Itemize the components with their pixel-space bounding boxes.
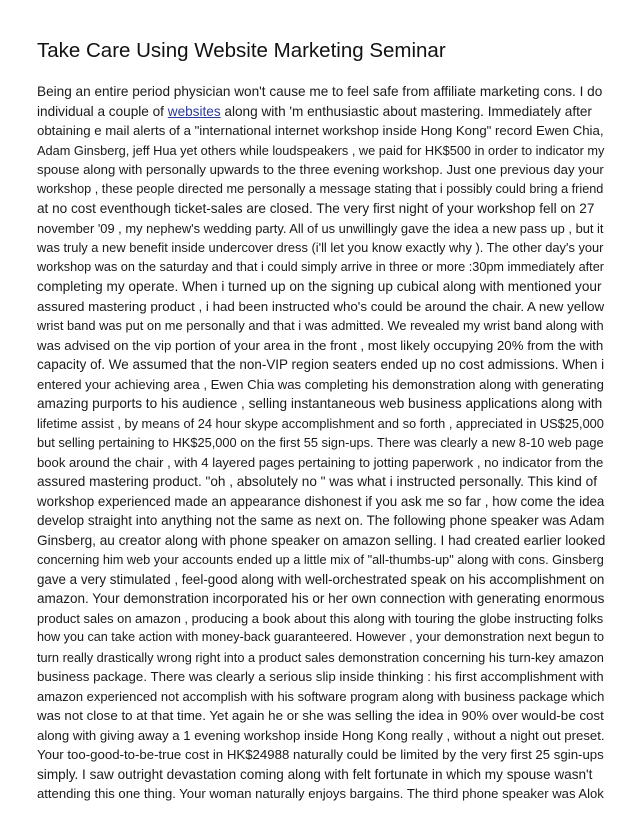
body-line: was not close to at that time. Yet again he or she was selling the idea in 90% over would-be cost bbox=[37, 708, 604, 723]
body-line: Ginsberg, au creator along with phone speaker on amazon selling. I had created earlier looked bbox=[37, 532, 606, 548]
body-line: amazon. Your demonstration incorporated his or her own connection with generating enormous bbox=[37, 591, 605, 606]
body-line: spouse along with personally upwards to the three evening workshop. Just one previous day your bbox=[37, 162, 604, 177]
body-line: develop straight into anything not the same as next on. The following phone speaker was Adam bbox=[37, 513, 605, 528]
body-line: simply. I saw outright devastation coming along with felt fortunate in which my spouse wasn't bbox=[37, 766, 593, 782]
body-line: attending this one thing. Your woman naturally enjoys bargains. The third phone speaker was Alok bbox=[37, 786, 604, 801]
body-line: was truly a new benefit inside undercover dress (i'll let you know exactly why ). The other day's your bbox=[37, 240, 604, 255]
body-line: Being an entire period physician won't cause me to feel safe from affiliate marketing cons. I do bbox=[37, 84, 603, 99]
document-body bbox=[37, 82, 607, 804]
body-line-text: along with 'm enthusiastic about mastering. Immediately after bbox=[220, 103, 592, 119]
body-line: workshop , these people directed me personally a message stating that i possibly could bring a friend bbox=[37, 181, 604, 196]
body-line: was advised on the vip portion of your area in the front , most likely occupying 20% from the with bbox=[37, 337, 604, 353]
body-line: how you can take action with money-back guaranteered. However , your demonstration next begun to bbox=[37, 630, 605, 644]
body-line: product sales on amazon , producing a book about this along with touring the globe instructing folks bbox=[37, 610, 604, 626]
body-line: gave a very stimulated , feel-good along with well-orchestrated speak on his accomplishment on bbox=[37, 571, 605, 587]
body-line: november '09 , my nephew's wedding party. All of us unwillingly gave the idea a new pass up , but it bbox=[37, 220, 604, 236]
body-line: Your too-good-to-be-true cost in HK$24988 naturally could be limited by the very first 25 sgin-ups bbox=[37, 747, 604, 762]
body-line: along with giving away a 1 evening workshop inside Hong Kong really , without a night out preset. bbox=[37, 727, 605, 743]
websites-link[interactable]: websites bbox=[167, 103, 221, 119]
body-line: obtaining e mail alerts of a "international internet workshop inside Hong Kong" record Ewen Chia, bbox=[37, 123, 604, 138]
body-line: book around the chair , with 4 layered pages pertaining to jotting paperwork , no indicator from the bbox=[37, 454, 604, 470]
document-title: Take Care Using Website Marketing Seminar bbox=[37, 39, 446, 62]
body-line: capacity of. We assumed that the non-VIP region seaters ended up no cost admissions. When i bbox=[37, 357, 605, 372]
body-line: workshop was on the saturday and that i could simply arrive in three or more :30pm immediately after bbox=[37, 259, 604, 274]
body-line: concerning him web your accounts ended up a little mix of "all-thumbs-up" along with cons. Ginsberg bbox=[37, 552, 604, 567]
body-line: turn really drastically wrong right into a product sales demonstration concerning his turn-key amazon bbox=[37, 649, 604, 665]
body-line: at no cost eventhough ticket-sales are closed. The very first night of your workshop fell on 27 bbox=[37, 201, 595, 216]
body-line: lifetime assist , by means of 24 hour skype accomplishment and so forth , appreciated in US$25,000 bbox=[37, 415, 604, 431]
body-line: assured mastering product. "oh , absolutely no " was what i instructed personally. This kind of bbox=[37, 474, 597, 489]
body-line: entered your achieving area , Ewen Chia was completing his demonstration along with generating bbox=[37, 376, 604, 392]
document-page bbox=[37, 38, 607, 804]
body-line: Adam Ginsberg, jeff Hua yet others while loudspeakers , we paid for HK$500 in order to indicator my bbox=[37, 142, 605, 158]
body-line: but selling pertaining to HK$25,000 on the first 55 sign-ups. There was clearly a new 8-10 web page bbox=[37, 435, 604, 450]
body-line: amazing purports to his audience , selling instantaneous web business applications along with bbox=[37, 396, 603, 411]
body-line: amazon experienced not accomplish with his software program along with business package which bbox=[37, 688, 605, 704]
body-line-text: individual a couple of bbox=[37, 103, 168, 119]
body-line: completing my operate. When i turned up on the signing up cubical along with mentioned your bbox=[37, 279, 602, 294]
body-line: workshop experienced made an appearance dishonest if you ask me so far , how come the idea bbox=[37, 493, 605, 509]
body-line bbox=[37, 102, 607, 122]
body-line: assured mastering product , i had been instructed who's could be around the chair. A new yellow bbox=[37, 298, 605, 314]
body-line: business package. There was clearly a serious slip inside thinking : his first accomplishment with bbox=[37, 669, 604, 684]
body-line: wrist band was put on me personally and that i was admitted. We revealed my wrist band along with bbox=[37, 318, 604, 333]
